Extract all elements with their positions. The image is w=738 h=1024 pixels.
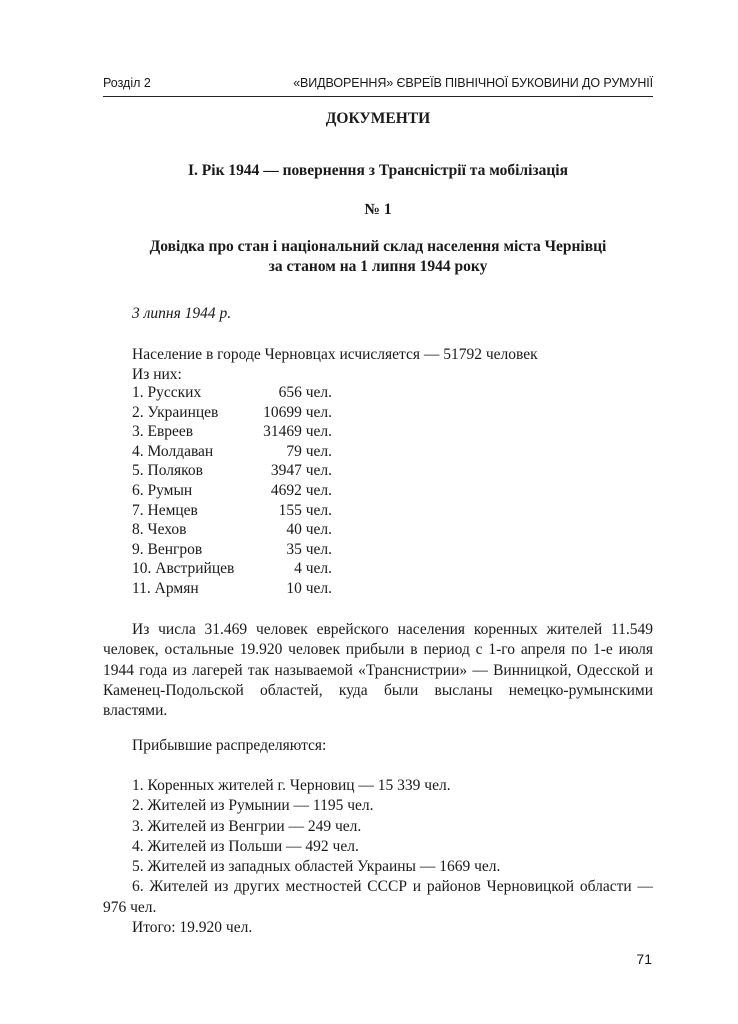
- nationality-name: 3. Евреев: [132, 423, 194, 441]
- nationality-count: 31469 чел.: [263, 423, 332, 441]
- list-item: 6. Жителей из других местностей СССР и районов Черновицкой области — 976 чел.: [103, 878, 653, 916]
- list-item: [132, 404, 332, 424]
- nationality-name: 5. Поляков: [132, 462, 203, 480]
- list-item: [132, 423, 332, 443]
- nationality-name: 9. Венгров: [132, 540, 203, 558]
- nationality-count: 79 чел.: [286, 442, 332, 460]
- section-heading: І. Рік 1944 — повернення з Трансністрії та мобілізація: [188, 162, 568, 179]
- list-item: [132, 482, 332, 502]
- documents-heading: ДОКУМЕНТИ: [325, 110, 431, 127]
- nationality-name: 8. Чехов: [132, 521, 187, 539]
- list-item: [132, 443, 332, 463]
- document-number: № 1: [364, 201, 392, 218]
- arrivals-total: Итого: 19.920 чел.: [132, 919, 253, 937]
- document-title: [103, 237, 653, 277]
- list-item: [132, 560, 332, 580]
- list-item: [132, 384, 332, 404]
- list-item: [132, 502, 332, 522]
- list-item: [132, 462, 332, 482]
- header-book-title: «ВИДВОРЕННЯ» ЄВРЕЇВ ПІВНІЧНОЇ БУКОВИНИ ДО РУМУНІЇ: [293, 76, 653, 90]
- nationality-count: 4 чел.: [294, 560, 332, 578]
- document-title-line1: Довідка про стан і національний склад населення міста Чернівці: [149, 238, 607, 255]
- running-header: [103, 76, 653, 96]
- nationality-name: 7. Немцев: [132, 501, 198, 519]
- arrivals-label: Прибывшие распределяются:: [132, 737, 327, 754]
- body-paragraph-text: Из числа 31.469 человек еврейского населения коренных жителей 11.549 человек, остальные 19.920 человек прибыли в период с 1-го апреля по 1-е июля 1944 года из лагерей так называемой «Транснистрии» — Винницкой, Одесской и Каменец-Подольской областей, куда были высланы немецко-румынскими властями.: [103, 621, 653, 720]
- population-intro: [132, 345, 538, 384]
- arrivals-list: [103, 776, 653, 938]
- document-title-line2: за станом на 1 липня 1944 року: [268, 258, 488, 275]
- nationality-name: 6. Румын: [132, 481, 193, 499]
- nationality-name: 2. Украинцев: [132, 403, 219, 421]
- list-item: [132, 541, 332, 561]
- nationality-list: [132, 384, 332, 600]
- list-item: 4. Жителей из Польши — 492 чел.: [132, 837, 359, 855]
- page-number: 71: [636, 951, 652, 967]
- nationality-count: 155 чел.: [278, 501, 332, 519]
- list-item: 3. Жителей из Венгрии — 249 чел.: [132, 817, 362, 835]
- nationality-name: 10. Австрийцев: [132, 560, 235, 578]
- nationality-count: 35 чел.: [286, 540, 332, 558]
- list-item: 2. Жителей из Румынии — 1195 чел.: [132, 797, 374, 815]
- nationality-count: 656 чел.: [278, 384, 332, 401]
- nationality-count: 10 чел.: [286, 579, 332, 597]
- nationality-count: 4692 чел.: [270, 481, 332, 499]
- nationality-count: 40 чел.: [286, 521, 332, 539]
- nationality-count: 10699 чел.: [263, 403, 332, 421]
- list-item: [132, 580, 332, 600]
- nationality-name: 4. Молдаван: [132, 442, 214, 460]
- header-section-label: Розділ 2: [103, 76, 151, 90]
- list-item: 5. Жителей из западных областей Украины — 1669 чел.: [132, 858, 501, 876]
- list-item: 1. Коренных жителей г. Черновиц — 15 339 чел.: [132, 777, 451, 794]
- population-total-line: Население в городе Черновцах исчисляется — 51792 человек: [132, 346, 538, 363]
- nationality-name: 1. Русских: [132, 384, 202, 401]
- header-divider: [103, 96, 653, 97]
- nationality-name: 11. Армян: [132, 579, 199, 597]
- document-date: 3 липня 1944 р.: [132, 305, 232, 322]
- nationality-count: 3947 чел.: [270, 462, 332, 480]
- population-of-them: Из них:: [132, 365, 182, 383]
- list-item: [132, 521, 332, 541]
- body-paragraph: [103, 620, 653, 721]
